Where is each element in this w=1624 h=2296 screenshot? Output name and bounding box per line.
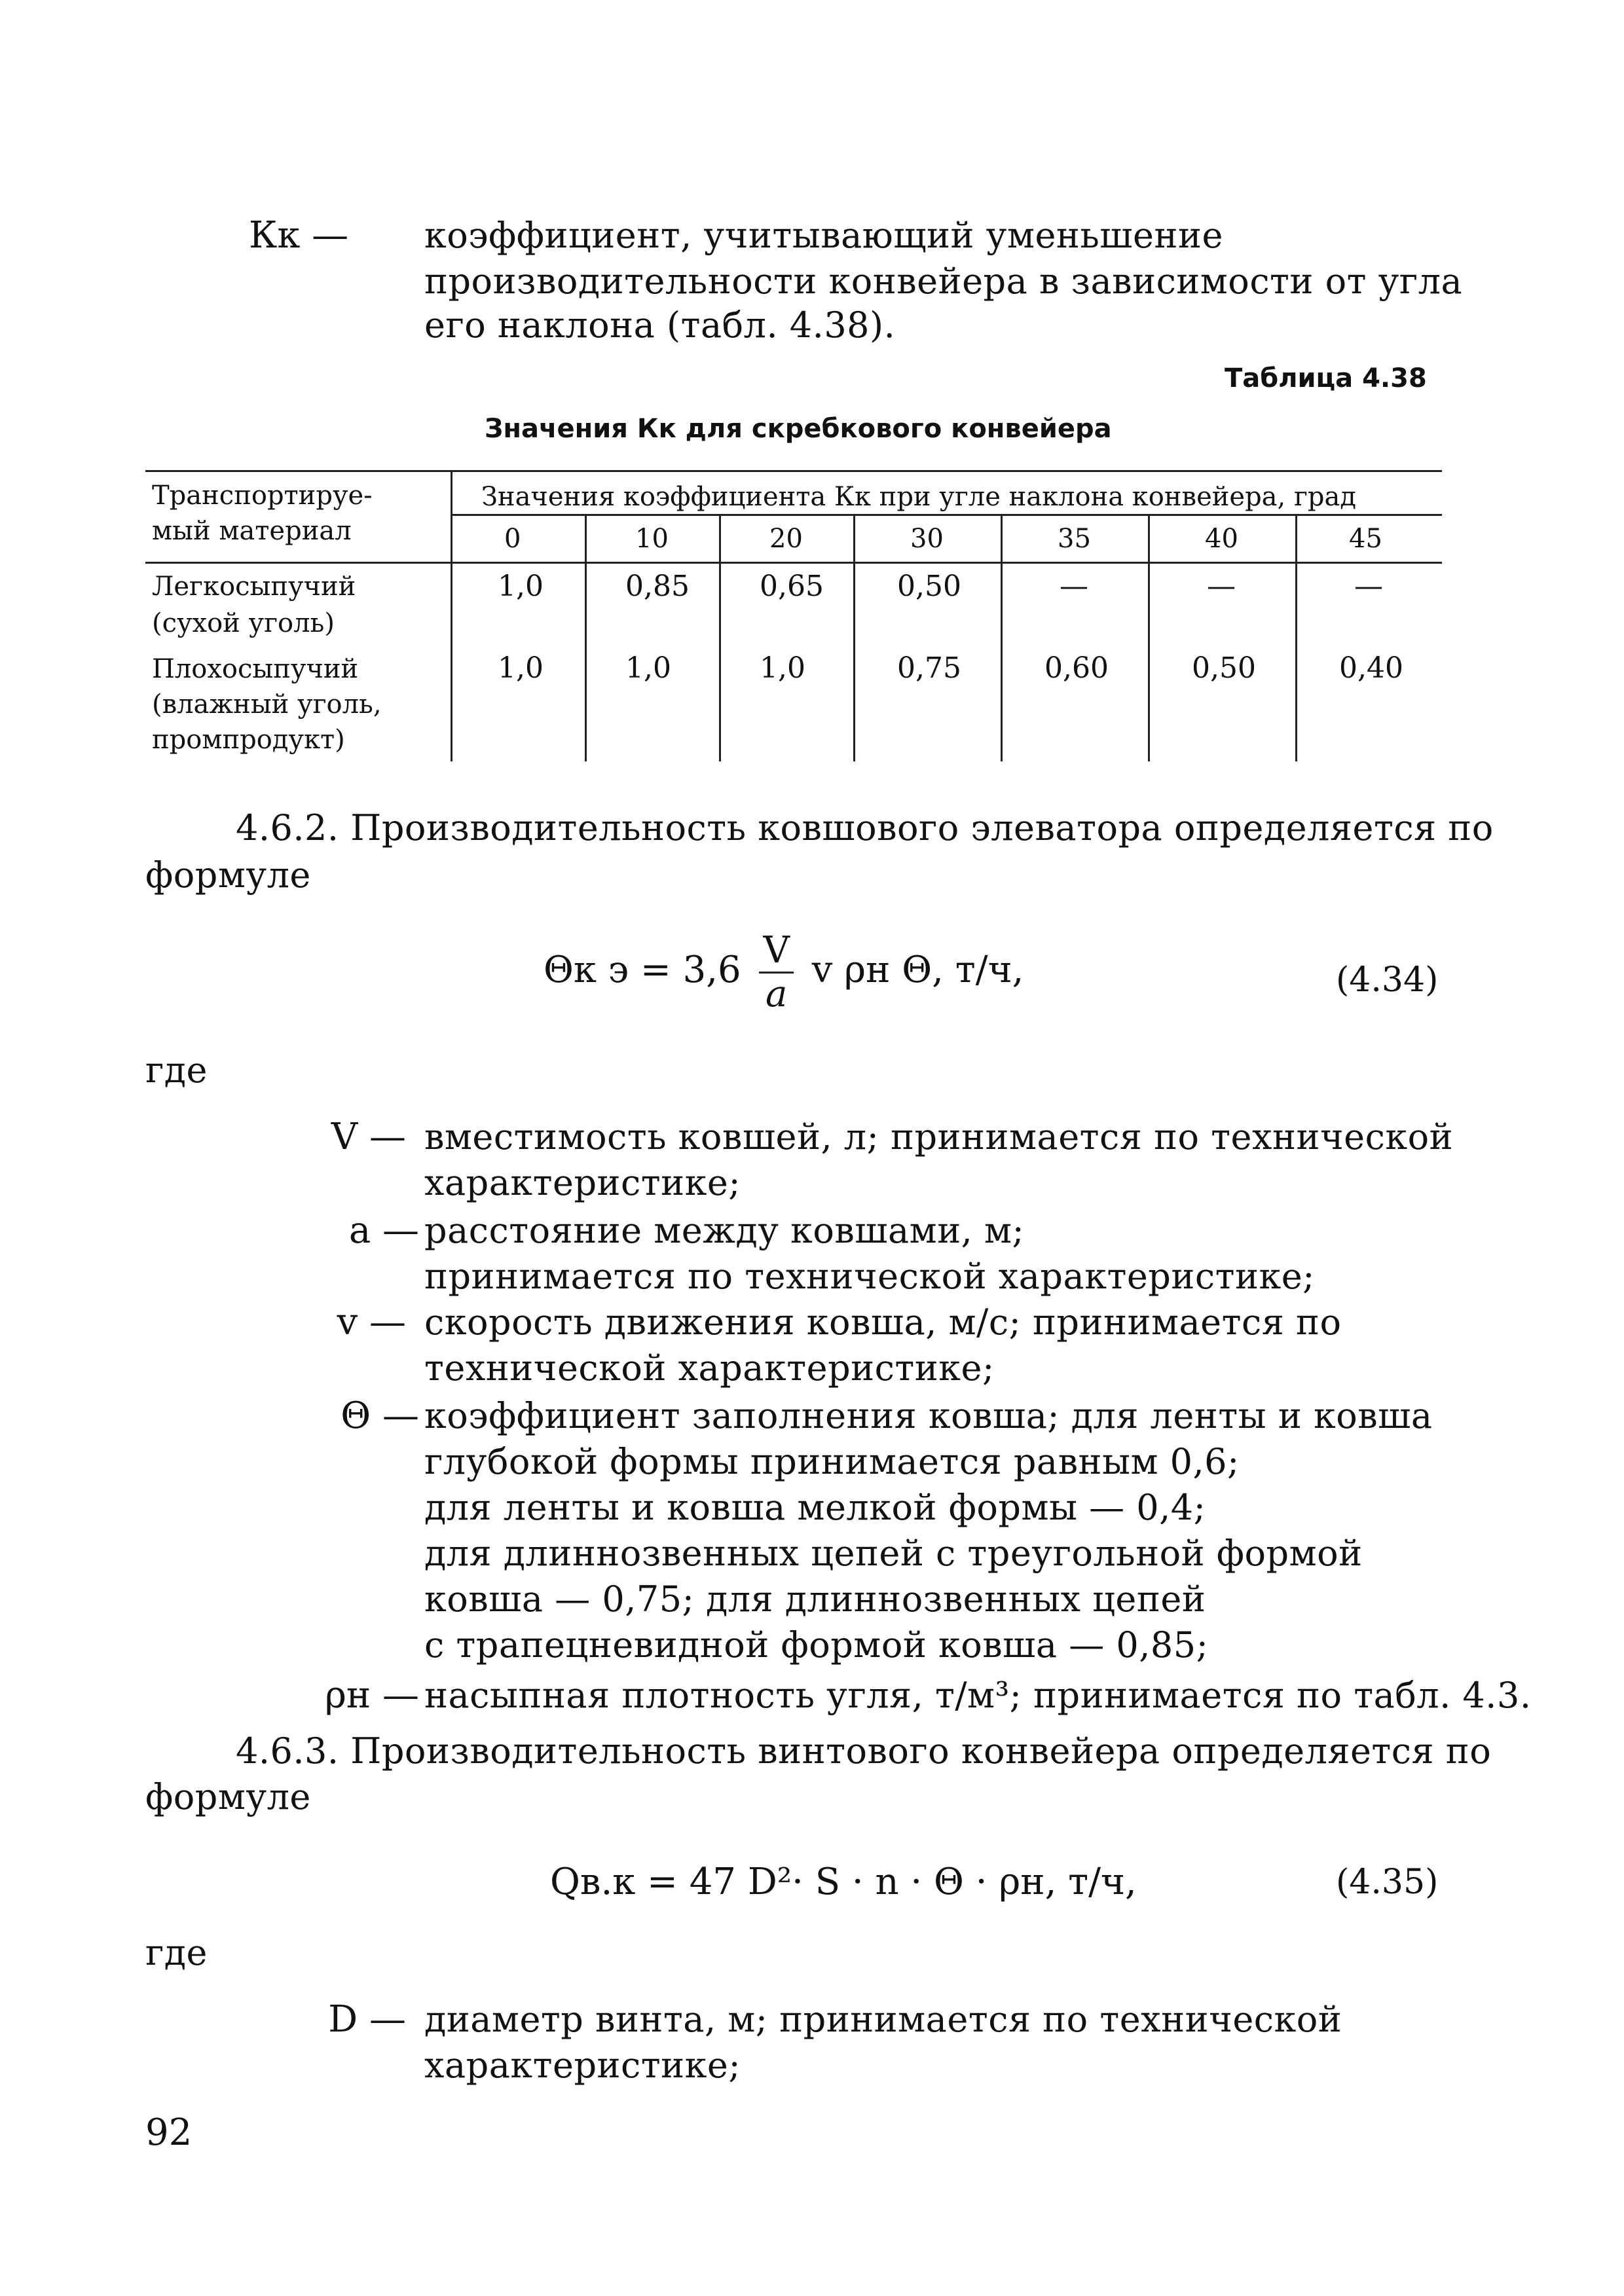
table-vline-5 xyxy=(1148,515,1150,761)
row2-value-0: 1,0 xyxy=(498,651,544,685)
def-d-line-2: характеристике; xyxy=(424,2045,741,2086)
angle-30: 30 xyxy=(910,524,944,554)
def-a-line-1: расстояние между ковшами, м; xyxy=(424,1210,1025,1251)
row1-value-40: — xyxy=(1207,570,1236,603)
where-label-1: где xyxy=(145,1049,208,1091)
row2-value-45: 0,40 xyxy=(1339,651,1403,685)
def-rho-line-1: насыпная плотность угля, т/м³; принимается по табл. 4.3. xyxy=(424,1675,1532,1716)
section-462-line-1: 4.6.2. Производительность ковшового элеватора определяется по xyxy=(236,807,1494,848)
def-d-symbol: D — xyxy=(328,1998,406,2041)
equation-number-4-34: (4.34) xyxy=(1336,960,1439,1000)
where-label-2: где xyxy=(145,1932,208,1973)
row2-material-3: промпродукт) xyxy=(152,725,345,755)
kk-definition-line-3: его наклона (табл. 4.38). xyxy=(424,304,896,346)
formula-4-34-numerator: V xyxy=(759,930,793,974)
def-theta-symbol: Θ — xyxy=(341,1394,419,1437)
angle-45: 45 xyxy=(1349,524,1382,554)
table-caption: Значения Кк для скребкового конвейера xyxy=(485,414,1112,444)
row1-material-1: Легкосыпучий xyxy=(152,572,356,602)
def-rho-symbol: ρн — xyxy=(324,1674,419,1717)
row2-material-1: Плохосыпучий xyxy=(152,654,359,684)
row2-value-20: 1,0 xyxy=(760,651,805,685)
table-header-rule xyxy=(145,562,1442,564)
formula-4-34-denominator: a xyxy=(766,973,788,1015)
table-vline-6 xyxy=(1295,515,1297,761)
header-group: Значения коэффициента Кк при угле наклона конвейера, град xyxy=(481,482,1356,512)
header-material-1: Транспортируе- xyxy=(152,481,373,511)
header-material-2: мый материал xyxy=(152,516,352,546)
row1-value-20: 0,65 xyxy=(760,570,824,603)
kk-definition-line-1: коэффициент, учитывающий уменьшение xyxy=(424,215,1223,256)
def-v-speed-line-2: технической характеристике; xyxy=(424,1347,995,1389)
formula-4-35: Qв.к = 47 D²· S · n · Θ · ρн, т/ч, xyxy=(550,1861,1137,1903)
def-theta-line-5: ковша — 0,75; для длиннозвенных цепей xyxy=(424,1578,1206,1620)
row1-value-10: 0,85 xyxy=(625,570,690,603)
page-number: 92 xyxy=(145,2111,193,2154)
table-vline-2 xyxy=(719,515,721,761)
def-theta-line-2: глубокой формы принимается равным 0,6; xyxy=(424,1441,1240,1482)
angle-35: 35 xyxy=(1058,524,1091,554)
def-theta-line-4: для длиннозвенных цепей с треугольной формой xyxy=(424,1533,1363,1574)
def-v-volume-symbol: V — xyxy=(331,1116,406,1158)
def-v-volume-line-2: характеристике; xyxy=(424,1162,741,1203)
equation-number-4-35: (4.35) xyxy=(1336,1863,1439,1902)
angle-10: 10 xyxy=(635,524,669,554)
angle-0: 0 xyxy=(504,524,521,554)
def-v-volume-line-1: вместимость ковшей, л; принимается по технической xyxy=(424,1116,1454,1157)
def-a-symbol: a — xyxy=(348,1209,419,1252)
table-vline-material xyxy=(451,470,452,761)
table-vline-1 xyxy=(585,515,587,761)
table-label: Таблица 4.38 xyxy=(1225,363,1427,393)
section-463-line-1: 4.6.3. Производительность винтового конвейера определяется по xyxy=(236,1730,1492,1772)
row1-value-30: 0,50 xyxy=(897,570,961,603)
section-462-line-2: формуле xyxy=(145,854,311,896)
formula-4-34 xyxy=(544,930,1024,1015)
row1-material-2: (сухой уголь) xyxy=(152,608,335,638)
section-463-line-2: формуле xyxy=(145,1776,311,1817)
row1-value-0: 1,0 xyxy=(498,570,544,603)
kk-definition-line-2: производительности конвейера в зависимости от угла xyxy=(424,261,1463,302)
row1-value-45: — xyxy=(1354,570,1383,603)
row2-value-40: 0,50 xyxy=(1192,651,1256,685)
row2-value-10: 1,0 xyxy=(625,651,671,685)
def-theta-line-1: коэффициент заполнения ковша; для ленты и ковша xyxy=(424,1395,1433,1436)
row1-value-35: — xyxy=(1060,570,1088,603)
table-top-rule xyxy=(145,470,1442,472)
def-v-speed-symbol: v — xyxy=(337,1301,406,1343)
angle-20: 20 xyxy=(769,524,803,554)
formula-4-34-right: v ρн Θ, т/ч, xyxy=(811,949,1024,991)
formula-4-34-left: Θк э = 3,6 xyxy=(544,949,741,991)
table-vline-3 xyxy=(853,515,855,761)
table-vline-4 xyxy=(1001,515,1003,761)
kk-symbol: Кк — xyxy=(249,214,349,257)
row2-value-30: 0,75 xyxy=(897,651,961,685)
formula-4-34-fraction xyxy=(759,930,793,1015)
def-theta-line-6: с трапецневидной формой ковша — 0,85; xyxy=(424,1624,1209,1666)
angle-40: 40 xyxy=(1205,524,1238,554)
def-v-speed-line-1: скорость движения ковша, м/с; принимается по xyxy=(424,1302,1342,1343)
def-theta-line-3: для ленты и ковша мелкой формы — 0,4; xyxy=(424,1487,1206,1528)
def-a-line-2: принимается по технической характеристике; xyxy=(424,1256,1315,1297)
row2-material-2: (влажный уголь, xyxy=(152,689,382,720)
row2-value-35: 0,60 xyxy=(1044,651,1109,685)
def-d-line-1: диаметр винта, м; принимается по технической xyxy=(424,1999,1342,2040)
